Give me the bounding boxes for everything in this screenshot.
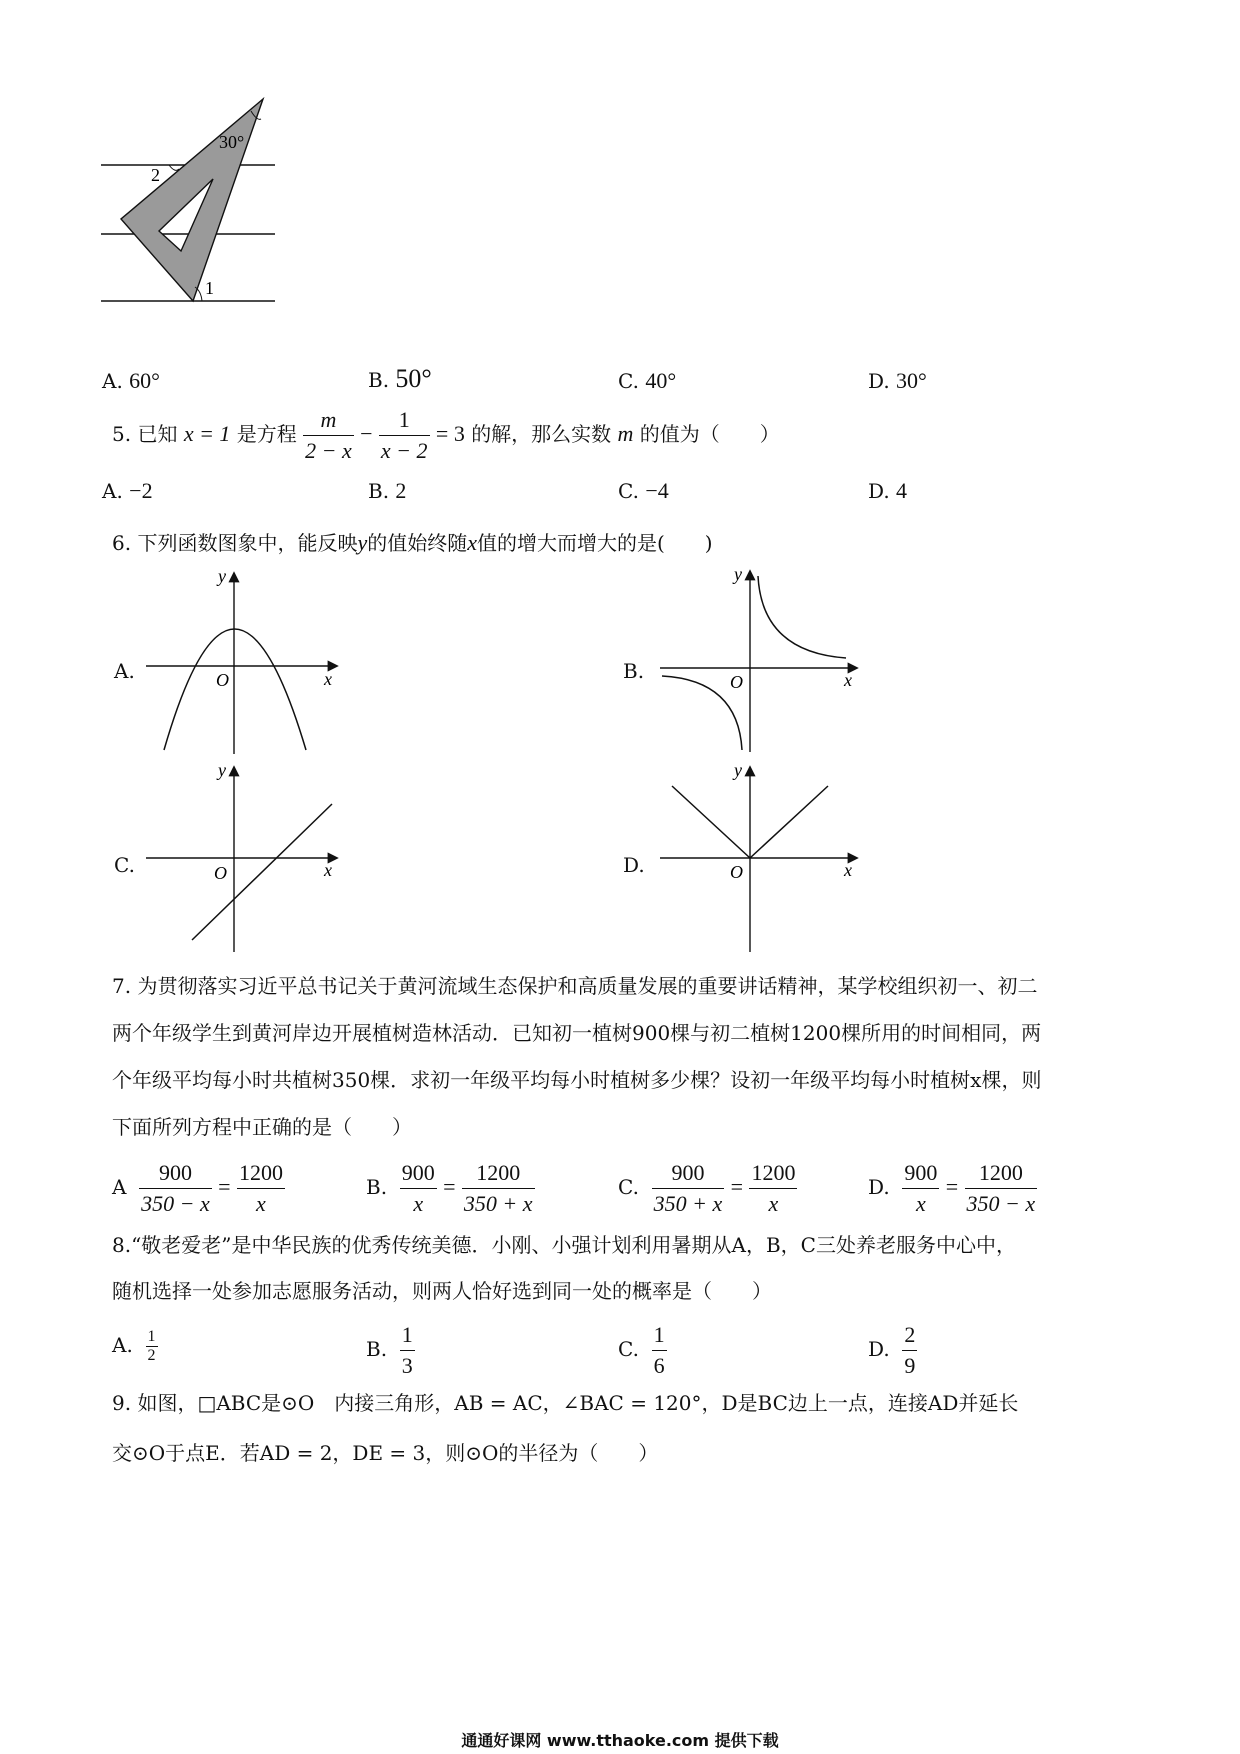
angle-2-label: 2 — [151, 165, 160, 185]
q5-fraction-1: $\frac{m}{2 - x}$ — [305, 407, 352, 463]
question-9-line-2: 交⊙O于点E．若AD = 2，DE = 3，则⊙O的半径为（ ） — [112, 1441, 659, 1465]
origin-label: O — [730, 672, 743, 692]
q4-option-c[interactable]: C. 40° — [618, 368, 677, 393]
axis-x-label: x — [844, 670, 852, 690]
question-9-line-1: 9. 如图，□ABC是⊙O 内接三角形，AB = AC，∠BAC = 120°，D是BC边上一点，连接AD并延长 — [112, 1391, 1019, 1415]
q7-option-b[interactable]: B. $\frac{900}{x}$ = $\frac{1200}{350 + x}$ — [366, 1160, 533, 1216]
q7-option-d[interactable]: D. $\frac{900}{x}$ = $\frac{1200}{350 - x}$ — [868, 1160, 1036, 1216]
question-7-line-3: 个年级平均每小时共植树350棵．求初一年级平均每小时植树多少棵？设初一年级平均每小时植树x棵，则 — [112, 1068, 1042, 1092]
q6-option-a[interactable]: A. — [114, 659, 135, 683]
q6-option-d[interactable]: D. — [623, 853, 645, 877]
axis-x-label: x — [324, 860, 332, 880]
q4-option-a[interactable]: A. 60° — [102, 368, 160, 393]
q8-option-d[interactable]: D. $\frac{2}{9}$ — [868, 1322, 916, 1378]
question-7-line-2: 两个年级学生到黄河岸边开展植树造林活动．已知初一植树900棵与初二植树1200棵所用的时间相同，两 — [112, 1021, 1042, 1045]
axis-x-label: x — [844, 860, 852, 880]
question-7-line-4: 下面所列方程中正确的是（ ） — [112, 1115, 412, 1139]
q8-option-b[interactable]: B. $\frac{1}{3}$ — [366, 1322, 413, 1378]
axis-y-label: y — [218, 762, 226, 780]
q6-graph-a — [140, 568, 350, 758]
q6-graph-c — [140, 762, 350, 954]
q6-graph-d — [650, 762, 870, 954]
question-8-line-2: 随机选择一处参加志愿服务活动，则两人恰好选到同一处的概率是（ ） — [112, 1279, 772, 1303]
q4-option-d[interactable]: D. 30° — [868, 368, 927, 393]
question-8-line-1: 8.“敬老爱老”是中华民族的优秀传统美德．小刚、小强计划利用暑期从A，B，C三处养老服务中心中， — [112, 1233, 1016, 1257]
origin-label: O — [214, 863, 227, 883]
q4-option-b[interactable]: B. 50° — [368, 364, 432, 393]
q7-option-c[interactable]: C. $\frac{900}{350 + x}$ = $\frac{1200}{x}$ — [618, 1160, 796, 1216]
axis-x-label: x — [324, 669, 332, 689]
axis-y-label: y — [734, 566, 742, 584]
origin-label: O — [730, 862, 743, 882]
hyperbola-branch-1 — [758, 576, 846, 658]
question-5: 5. 已知 x = 1 是方程 $\frac{m}{2 - x}$ − $\frac{1}{x - 2}$ = 3 的解，那么实数 m 的值为（ ） — [112, 405, 780, 466]
q5-option-c[interactable]: C. −4 — [618, 478, 669, 503]
question-7-line-1: 7. 为贯彻落实习近平总书记关于黄河流域生态保护和高质量发展的重要讲话精神，某学校组织初一、初二 — [112, 974, 1038, 998]
q8-option-a[interactable]: A. $\frac{1}{2}$ — [112, 1328, 156, 1364]
angle-30-label: 30° — [219, 132, 245, 152]
q5-option-a[interactable]: A. −2 — [102, 478, 153, 503]
angle-1-label: 1 — [205, 278, 214, 298]
linear-function-line — [192, 804, 332, 940]
axis-y-label: y — [734, 762, 742, 780]
q5-option-b[interactable]: B. 2 — [368, 478, 407, 503]
set-square — [121, 99, 263, 301]
q6-option-c[interactable]: C. — [114, 853, 135, 877]
axis-y-label: y — [218, 568, 226, 586]
q7-option-a[interactable]: A $\frac{900}{350 - x}$ = $\frac{1200}{x}$ — [112, 1160, 283, 1216]
q5-option-d[interactable]: D. 4 — [868, 478, 908, 503]
q6-graph-b — [650, 566, 870, 756]
q5-fraction-2: $\frac{1}{x - 2}$ — [380, 407, 428, 463]
page-footer: 通通好课网 www.tthaoke.com 提供下载 — [461, 1731, 779, 1750]
q8-option-c[interactable]: C. $\frac{1}{6}$ — [618, 1322, 665, 1378]
q6-option-b[interactable]: B. — [623, 659, 645, 683]
angle-2-arc — [169, 165, 179, 170]
question-6: 6. 下列函数图象中，能反映y的值始终随x值的增大而增大的是( ) — [112, 530, 713, 555]
parabola-curve — [164, 629, 306, 750]
origin-label: O — [216, 670, 229, 690]
q4-figure — [95, 95, 325, 335]
